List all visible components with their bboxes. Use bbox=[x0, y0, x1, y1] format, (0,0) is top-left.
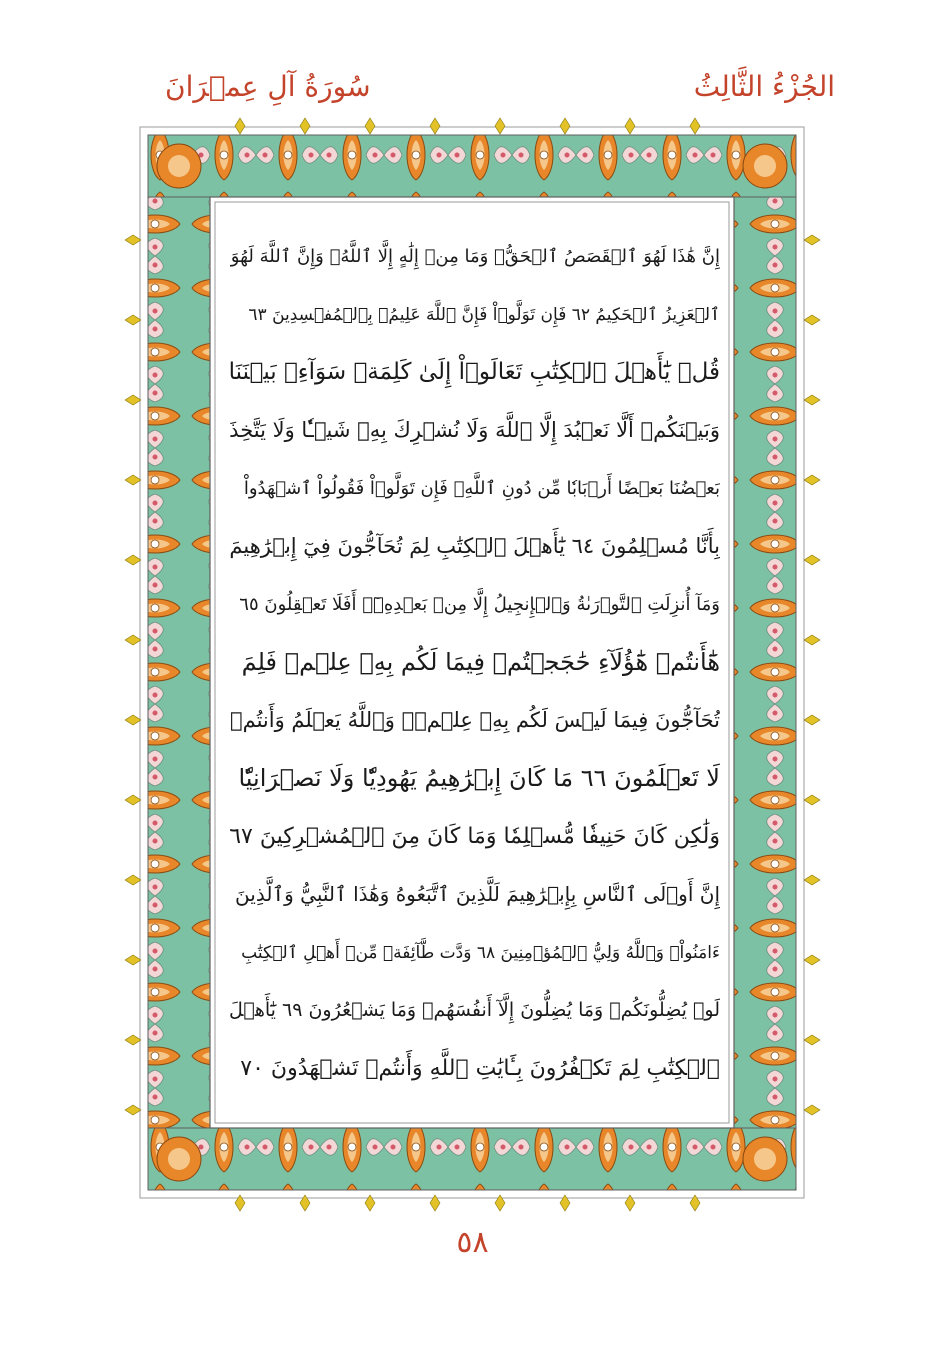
text-line-13: ءَامَنُواْۗ وَٱللَّهُ وَلِيُّ ٱلۡمُؤۡمِنِينَ ٦٨ وَدَّت طَّآئِفَةٞ مِّنۡ أَهۡلِ ٱلۡكِتَٰبِ bbox=[241, 942, 720, 963]
text-line-10: لَا تَعۡلَمُونَ ٦٦ مَا كَانَ إِبۡرَٰهِيمُ يَهُودِيّٗا وَلَا نَصۡرَانِيّٗا bbox=[238, 764, 720, 792]
text-line-12: إِنَّ أَوۡلَى ٱلنَّاسِ بِإِبۡرَٰهِيمَ لَلَّذِينَ ٱتَّبَعُوهُ وَهَٰذَا ٱلنَّبِيُّ وَٱلَّذِينَ bbox=[235, 882, 720, 906]
text-line-1: إِنَّ هَٰذَا لَهُوَ ٱلۡقَصَصُ ٱلۡحَقُّۚ وَمَا مِنۡ إِلَٰهٍ إِلَّا ٱللَّهُۚ وَإِنَّ ٱللَّهَ لَهُوَ bbox=[230, 245, 720, 267]
text-line-9: تُحَآجُّونَ فِيمَا لَيۡسَ لَكُم بِهِۦ عِلۡمٞۚ وَٱللَّهُ يَعۡلَمُ وَأَنتُمۡ bbox=[229, 708, 720, 732]
text-line-8: هَٰٓأَنتُمۡ هَٰٓؤُلَآءِ حَٰجَجۡتُمۡ فِيمَا لَكُم بِهِۦ عِلۡمٞ فَلِمَ bbox=[241, 648, 720, 676]
text-line-5: بَعۡضُنَا بَعۡضًا أَرۡبَابٗا مِّن دُونِ ٱللَّهِۚ فَإِن تَوَلَّوۡاْ فَقُولُواْ ٱشۡهَدُواْ bbox=[243, 477, 720, 499]
text-line-3: قُلۡ يَٰٓأَهۡلَ ٱلۡكِتَٰبِ تَعَالَوۡاْ إِلَىٰ كَلِمَةٖ سَوَآءِۭ بَيۡنَنَا bbox=[228, 359, 720, 385]
juz-title: الجُزْءُ الثَّالِثُ bbox=[693, 70, 835, 103]
text-line-6: بِأَنَّا مُسۡلِمُونَ ٦٤ يَٰٓأَهۡلَ ٱلۡكِتَٰبِ لِمَ تُحَآجُّونَ فِيٓ إِبۡرَٰهِيمَ bbox=[229, 534, 720, 558]
text-line-7: وَمَآ أُنزِلَتِ ٱلتَّوۡرَىٰةُ وَٱلۡإِنجِيلُ إِلَّا مِنۢ بَعۡدِهِۦٓۚ أَفَلَا تَعۡقِلُونَ ٦٥ bbox=[239, 593, 720, 615]
text-line-2: ٱلۡعَزِيزُ ٱلۡحَكِيمُ ٦٢ فَإِن تَوَلَّوۡاْ فَإِنَّ ٱللَّهَ عَلِيمُۢ بِٱلۡمُفۡسِدِينَ ٦٣ bbox=[248, 304, 720, 325]
text-line-14: لَوۡ يُضِلُّونَكُمۡ وَمَا يُضِلُّونَ إِلَّآ أَنفُسَهُمۡ وَمَا يَشۡعُرُونَ ٦٩ يَٰٓأَهۡلَ bbox=[229, 999, 720, 1021]
text-line-4: وَبَيۡنَكُمۡ أَلَّا نَعۡبُدَ إِلَّا ٱللَّهَ وَلَا نُشۡرِكَ بِهِۦ شَيۡـٔٗا وَلَا يَتَّخِذَ bbox=[229, 418, 720, 442]
text-line-11: وَلَٰكِن كَانَ حَنِيفٗا مُّسۡلِمٗا وَمَا كَانَ مِنَ ٱلۡمُشۡرِكِينَ ٦٧ bbox=[229, 823, 720, 849]
surah-title: سُورَةُ آلِ عِمۡرَانَ bbox=[165, 70, 371, 103]
text-line-15: ٱلۡكِتَٰبِ لِمَ تَكۡفُرُونَ بِـَٔايَٰتِ ٱللَّهِ وَأَنتُمۡ تَشۡهَدُونَ ٧٠ bbox=[240, 1055, 720, 1081]
page-number: ٥٨ bbox=[456, 1225, 489, 1260]
quran-text-panel bbox=[225, 213, 720, 1148]
